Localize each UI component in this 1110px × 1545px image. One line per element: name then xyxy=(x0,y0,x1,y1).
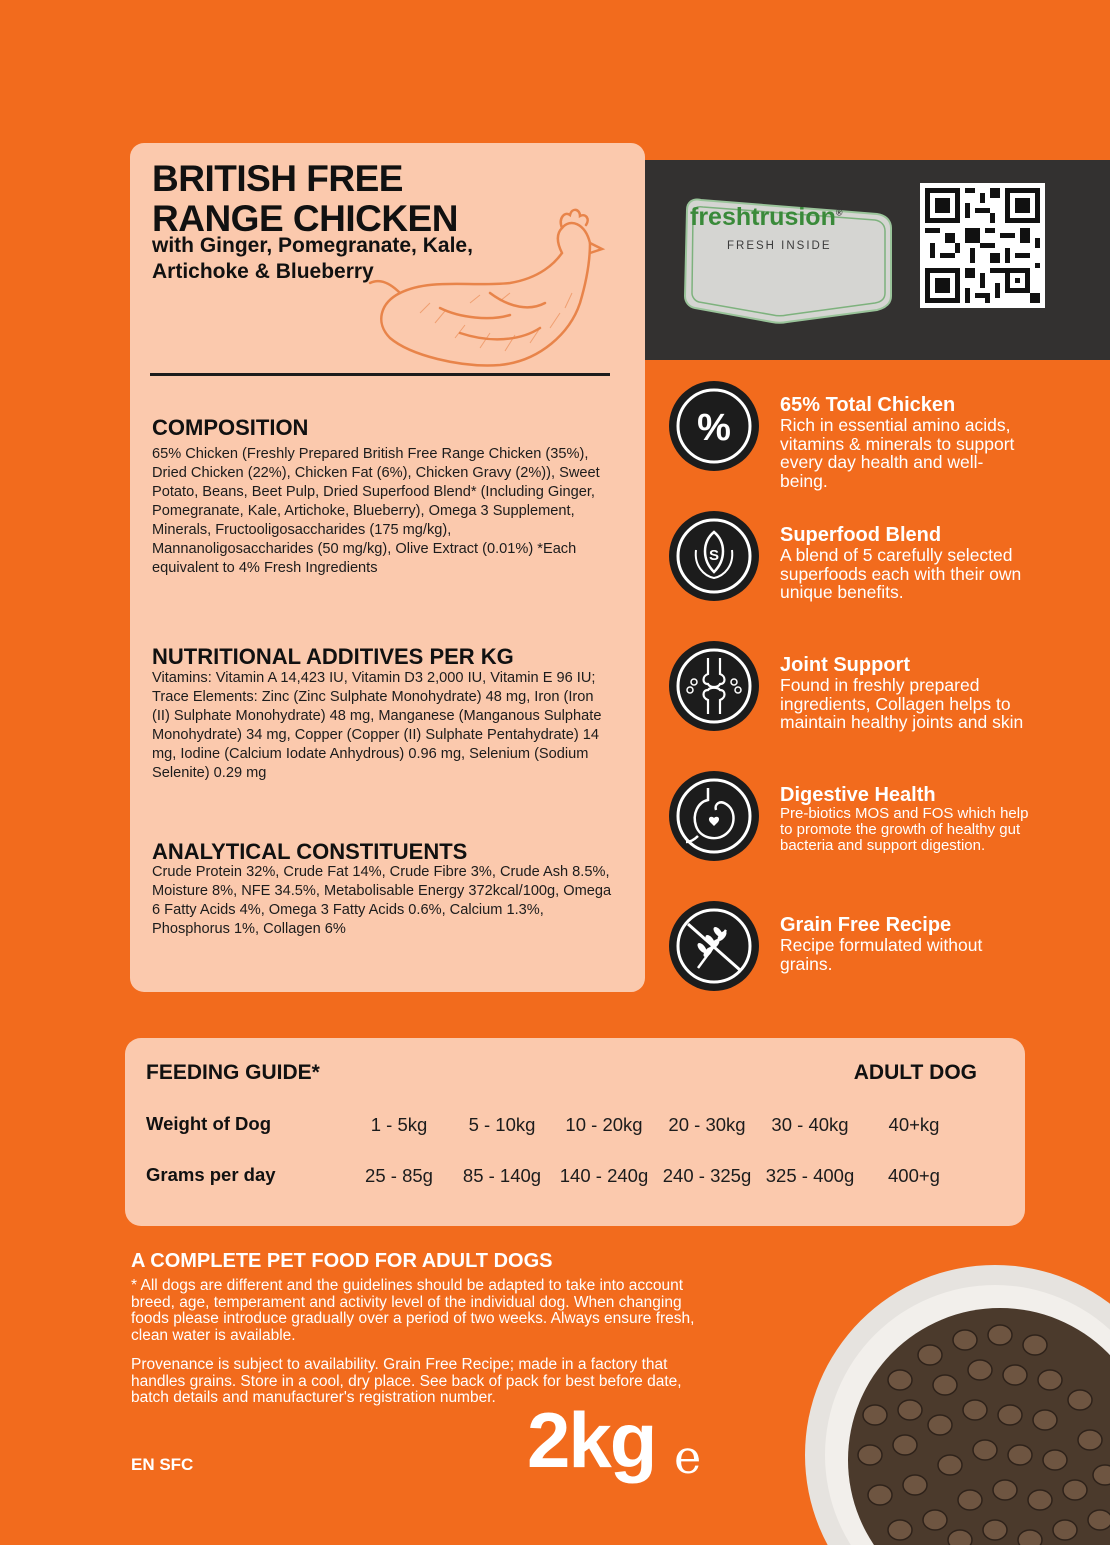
benefit-title: 65% Total Chicken xyxy=(780,394,956,416)
grams-cell: 85 - 140g xyxy=(462,1165,542,1186)
benefit-text: Pre-biotics MOS and FOS which help to promote the growth of healthy gut bacteria and support digestion. xyxy=(780,805,1029,855)
analytical-heading: ANALYTICAL CONSTITUENTS xyxy=(152,839,468,864)
analytical-text: Crude Protein 32%, Crude Fat 14%, Crude Fibre 3%, Crude Ash 8.5%, Moisture 8%, NFE 34.5%, Metabolisable Energy 372kcal/100g, Omega 6 Fatty Acids 4%, Omega 3 Fatty Acids 0.6%, Calcium 1.3%, Phosphorus 1%, Collagen 6% xyxy=(152,864,612,937)
weight-cell: 40+kg xyxy=(888,1114,940,1135)
grams-cell: 325 - 400g xyxy=(765,1165,855,1186)
benefit-joint xyxy=(668,640,1098,735)
feeding-guide-title: FEEDING GUIDE* xyxy=(146,1061,320,1084)
net-weight: 2kg xyxy=(527,1396,656,1484)
provenance-note: Provenance is subject to availability. Grain Free Recipe; made in a factory that handles grains. Store in a cool, dry place. See back of pack for best before date, batch details and manufacturer's registration number. xyxy=(131,1356,682,1406)
benefit-text: Found in freshly prepared ingredients, Collagen helps to maintain healthy joints and skin xyxy=(780,675,1024,732)
benefit-title: Grain Free Recipe xyxy=(780,914,952,936)
grams-cell: 240 - 325g xyxy=(662,1165,752,1186)
benefit-title: Superfood Blend xyxy=(780,524,942,546)
feeding-guide xyxy=(125,1038,1025,1226)
qr-code-icon[interactable] xyxy=(920,183,1045,308)
weight-cell: 30 - 40kg xyxy=(771,1114,849,1135)
divider xyxy=(150,373,610,376)
benefit-total-chicken xyxy=(668,380,1098,491)
weight-label: Weight of Dog xyxy=(146,1113,272,1134)
brand-tagline: FRESH INSIDE xyxy=(727,240,832,252)
title-line-1: BRITISH FREE xyxy=(152,158,403,199)
weight-cell: 10 - 20kg xyxy=(565,1114,643,1135)
weight-cell: 20 - 30kg xyxy=(668,1114,746,1135)
kibble-bowl-image xyxy=(760,1260,1110,1545)
benefit-text: Rich in essential amino acids, vitamins & minerals to support every day health and well-being. xyxy=(780,415,1015,491)
benefit-title: Digestive Health xyxy=(780,784,936,806)
grain-free-icon xyxy=(668,900,760,992)
stomach-icon xyxy=(668,770,760,862)
benefit-text: A blend of 5 carefully selected superfoods each with their own unique benefits. xyxy=(780,545,1022,602)
benefit-digestive xyxy=(668,770,1098,865)
composition-text: 65% Chicken (Freshly Prepared British Free Range Chicken (35%), Dried Chicken (22%), Chicken Fat (6%), Chicken Gravy (2%)), Sweet Potato, Beans, Beet Pulp, Dried Superfood Blend* (Including Ginger, Pomegranate, Kale, Artichoke, Blueberry), Omega 3 Supplement, Minerals, Fructooligosaccharides (175 mg/kg), Mannanoligosaccharides (50 mg/kg), Olive Extract (0.01%) *Each equivalent to 4% Fresh Ingredients xyxy=(152,446,600,576)
brand-block xyxy=(645,160,1110,360)
svg-text:%: % xyxy=(697,407,731,449)
feeding-guide-category: ADULT DOG xyxy=(853,1061,977,1084)
brand-wordmark: freshtrusion® xyxy=(690,203,843,231)
benefit-grain-free xyxy=(668,900,1098,995)
composition-heading: COMPOSITION xyxy=(152,415,309,440)
superfood-leaf-icon xyxy=(668,510,760,602)
additives-text: Vitamins: Vitamin A 14,423 IU, Vitamin D3 2,000 IU, Vitamin E 96 IU; Trace Elements: Zinc (Zinc Sulphate Monohydrate) 48 mg, Iron (Iron (II) Sulphate Monohydrate) 48 mg, Manganese (Manganous Sulphate Monohydrate) 34 mg, Copper (Copper (II) Sulphate Pentahydrate) 14 mg, Iodine (Calcium Iodate Anhydrous) 0.96 mg, Selenium (Sodium Selenite) 0.29 mg xyxy=(152,670,602,781)
benefit-superfood xyxy=(668,510,1098,605)
product-subtitle: with Ginger, Pomegranate, Kale, Artichoke & Blueberry xyxy=(152,234,473,283)
benefit-title: Joint Support xyxy=(780,654,910,676)
svg-text:S: S xyxy=(708,547,720,564)
title-line-2: RANGE CHICKEN xyxy=(152,198,458,239)
weight-cell: 1 - 5kg xyxy=(370,1114,428,1135)
additives-heading: NUTRITIONAL ADDITIVES PER KG xyxy=(152,644,514,669)
percent-icon xyxy=(668,380,760,472)
ingredients-panel xyxy=(130,143,645,992)
product-title xyxy=(152,159,458,239)
grams-cell: 140 - 240g xyxy=(559,1165,649,1186)
e-mark: e xyxy=(674,1430,702,1484)
complete-food-heading: A COMPLETE PET FOOD FOR ADULT DOGS xyxy=(131,1250,553,1272)
joint-icon xyxy=(668,640,760,732)
language-code: EN SFC xyxy=(131,1455,194,1474)
weight-cell: 5 - 10kg xyxy=(468,1114,536,1135)
grams-label: Grams per day xyxy=(146,1164,276,1185)
grams-cell: 400+g xyxy=(888,1165,940,1186)
grams-cell: 25 - 85g xyxy=(365,1165,433,1186)
feeding-note: * All dogs are different and the guidelines should be adapted to take into account breed, age, temperament and activity level of the individual dog. When changing foods please introduce gradually over a period of two weeks. Always ensure fresh, clean water is available. xyxy=(131,1277,695,1344)
benefit-text: Recipe formulated without grains. xyxy=(780,935,983,974)
